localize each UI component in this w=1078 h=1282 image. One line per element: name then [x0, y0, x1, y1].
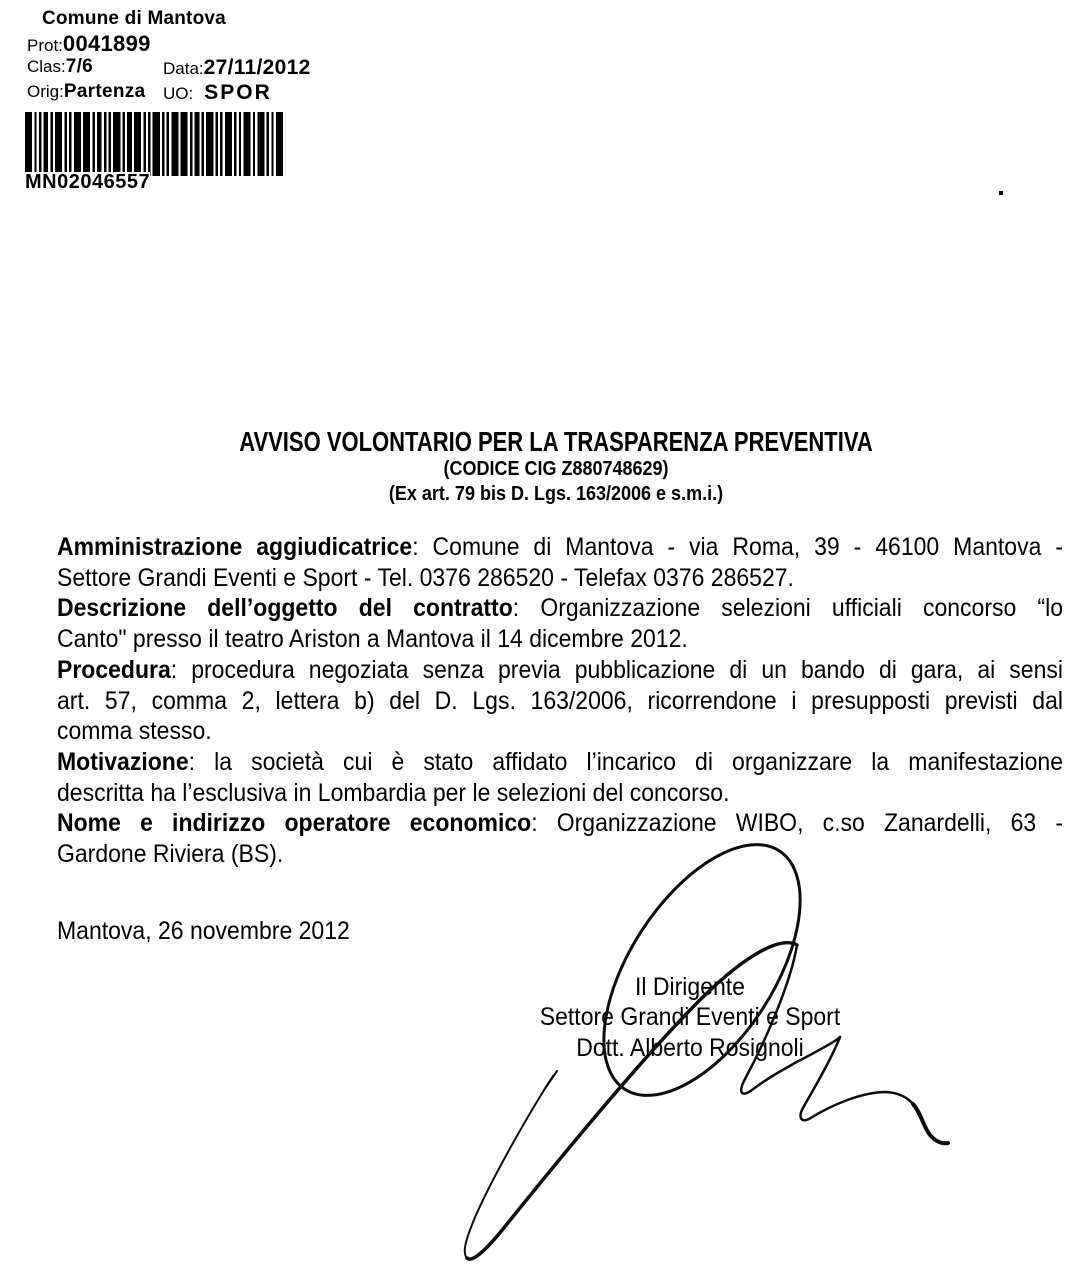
clas-row: [27, 56, 311, 80]
orig-label: Orig:: [27, 82, 64, 101]
prot-row: [27, 31, 151, 55]
signature-tail-thick: [913, 1104, 948, 1143]
line-text: : Organizzazione selezioni ufficiali concorso “lo: [512, 593, 1064, 622]
paragraph-label: Motivazione: [57, 746, 189, 776]
line-text: descritta ha l’esclusiva in Lombardia per le selezioni del concorso.: [57, 777, 730, 806]
scan-artifact-dot: [999, 191, 1003, 195]
law-reference-line: (Ex art. 79 bis D. Lgs. 163/2006 e s.m.i.): [388, 481, 724, 505]
orig-value: Partenza: [63, 81, 146, 102]
signer-department: Settore Grandi Eventi e Sport: [539, 1002, 841, 1031]
office-name: Comune di Mantova: [42, 8, 226, 29]
title-block: [53, 425, 1059, 506]
line-text: art. 57, comma 2, lettera b) del D. Lgs. 163/2006, ricorrendone i presupposti previsti dal: [57, 685, 1063, 714]
body-line: [57, 652, 1063, 686]
signer-role: Il Dirigente: [635, 971, 745, 1001]
body-line: [57, 714, 1063, 748]
signature-left-stroke: [465, 1076, 553, 1258]
document-title: AVVISO VOLONTARIO PER LA TRASPARENZA PREVENTIVA: [239, 425, 873, 457]
body-line: [57, 744, 1063, 778]
line-text: : Comune di Mantova - via Roma, 39 - 46100 Mantova -: [412, 531, 1063, 561]
orig-row: [27, 81, 272, 105]
body-line: [57, 683, 1063, 717]
place-date-line: Mantova, 26 novembre 2012: [57, 915, 350, 945]
prot-value: 0041899: [62, 31, 151, 56]
body-line: [57, 529, 1063, 563]
body-line: [57, 622, 1063, 656]
barcode-bars: [25, 112, 283, 176]
line-text: Canto" presso il teatro Ariston a Mantova il 14 dicembre 2012.: [57, 623, 688, 653]
paragraph-label: Procedura: [57, 654, 171, 684]
uo-label: UO:: [163, 84, 194, 103]
prot-label: Prot:: [27, 36, 63, 55]
data-group: [163, 56, 311, 80]
paragraph-label: Descrizione dell’oggetto del contratto: [57, 593, 513, 622]
signer-name: Dott. Alberto Rosignoli: [576, 1032, 804, 1062]
paragraph-label: Amministrazione aggiudicatrice: [57, 531, 413, 561]
body-line: [57, 591, 1063, 625]
cig-code-line: (CODICE CIG Z880748629): [443, 456, 669, 480]
line-text: : la società cui è stato affidato l’incarico di organizzare la manifestazione: [188, 746, 1063, 776]
body-line: [57, 806, 1063, 840]
line-text: : procedura negoziata senza previa pubblicazione di un bando di gara, ai sensi: [170, 654, 1063, 684]
data-value: 27/11/2012: [203, 56, 311, 79]
body-text: [57, 531, 1063, 869]
body-line: [57, 560, 1063, 594]
clas-value: 7/6: [65, 56, 94, 77]
uo-group: [163, 81, 272, 105]
barcode-value: MN02046557: [25, 171, 151, 193]
body-line: [57, 836, 1063, 870]
data-label: Data:: [163, 59, 204, 78]
line-text: Settore Grandi Eventi e Sport - Tel. 0376 286520 - Telefax 0376 286527.: [57, 562, 794, 591]
body-line: [57, 775, 1063, 809]
signature-block: [440, 971, 940, 1062]
line-text: : Organizzazione WIBO, c.so Zanardelli, 63 -: [531, 807, 1063, 837]
uo-value: SPOR: [204, 81, 272, 104]
signature-barb: [544, 1071, 557, 1090]
paragraph-label: Nome e indirizzo operatore economico: [57, 807, 532, 837]
line-text: comma stesso.: [57, 715, 212, 745]
clas-label: Clas:: [27, 57, 66, 76]
line-text: Gardone Riviera (BS).: [57, 838, 284, 868]
barcode: [25, 112, 283, 176]
